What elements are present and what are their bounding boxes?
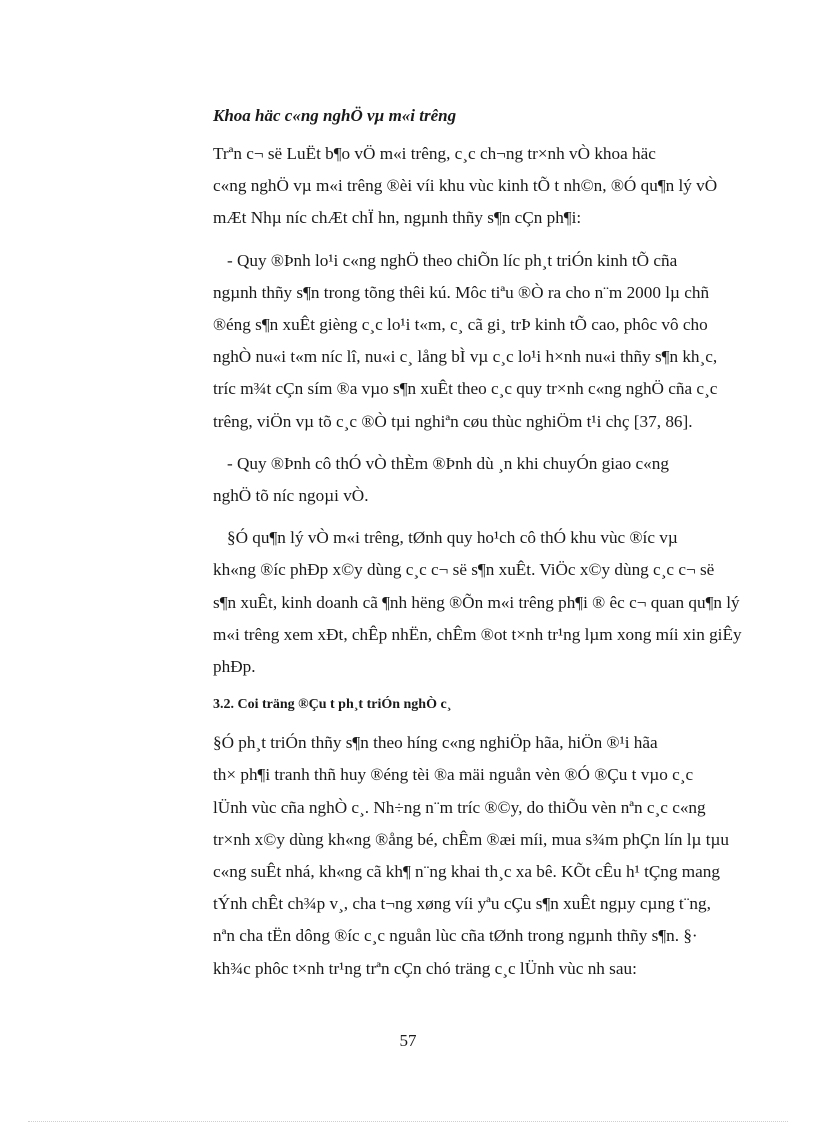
text-line: kh¾c phôc t×nh tr¹ng trªn cÇn chó träng c¸c lÜnh vùc nh sau: bbox=[213, 958, 637, 978]
text-line: kh«ng ®íc phÐp x©y dùng c¸c c¬ së s¶n xuÊt. ViÖc x©y dùng c¸c c¬ së bbox=[213, 560, 715, 580]
page-bottom-rule bbox=[28, 1121, 788, 1122]
text-line: ngµnh thñy s¶n trong tõng thêi kú. Môc tiªu ®Ò ra cho n¨m 2000 lµ chñ bbox=[213, 282, 710, 302]
text-line: §Ó ph¸t triÓn thñy s¶n theo híng c«ng nghiÖp hãa, hiÖn ®¹i hãa bbox=[213, 733, 658, 753]
paragraph-3 bbox=[213, 448, 740, 512]
text-line: phÐp. bbox=[213, 657, 256, 677]
paragraph-1 bbox=[213, 138, 740, 235]
text-line: mÆt Nhµ níc chÆt chÏ hn, ngµnh thñy s¶n cÇn ph¶i: bbox=[213, 208, 582, 228]
paragraph-5 bbox=[213, 727, 740, 985]
text-line: - Quy ®Þnh lo¹i c«ng nghÖ theo chiÕn líc ph¸t triÓn kinh tÕ cña bbox=[227, 250, 678, 270]
text-line: Trªn c¬ së LuËt b¶o vÖ m«i trêng, c¸c ch¬ng tr×nh vÒ khoa häc bbox=[213, 144, 656, 163]
text-line: nghÖ tõ níc ngoµi vÒ. bbox=[213, 486, 369, 506]
text-line: lÜnh vùc cña nghÒ c¸. Nh÷ng n¨m tríc ®©y, do thiÕu vèn nªn c¸c c«ng bbox=[213, 797, 706, 817]
text-line: c«ng suÊt nhá, kh«ng cã kh¶ n¨ng khai th¸c xa bê. KÕt cÊu h¹ tÇng mang bbox=[213, 862, 720, 882]
section-heading: 3.2. Coi träng ®Çu t ph¸t triÓn nghÒ c¸ bbox=[213, 697, 452, 713]
text-line: tr×nh x©y dùng kh«ng ®ång bé, chÊm ®æi míi, mua s¾m phÇn lín lµ tµu bbox=[213, 829, 730, 849]
page-number: 57 bbox=[399, 1031, 417, 1050]
text-line: m«i trêng xem xÐt, chÊp nhËn, chÊm ®ot t×nh tr¹ng lµm xong míi xin giÊy bbox=[213, 624, 742, 644]
text-line: c«ng nghÖ vµ m«i trêng ®èi víi khu vùc kinh tÕ t nh©n, ®Ó qu¶n lý vÒ bbox=[213, 176, 718, 196]
text-line: nghÒ nu«i t«m níc lî, nu«i c¸ lång bÌ vµ c¸c lo¹i h×nh nu«i thñy s¶n kh¸c, bbox=[213, 347, 718, 367]
text-line: th× ph¶i tranh thñ huy ®éng tèi ®a mäi nguån vèn ®Ó ®Çu t vµo c¸c bbox=[213, 765, 694, 785]
paragraph-4 bbox=[213, 522, 740, 683]
text-line: nªn cha tËn dông ®íc c¸c nguån lùc cña tØnh trong ngµnh thñy s¶n. §· bbox=[213, 926, 698, 946]
text-line: - Quy ®Þnh cô thÓ vÒ thÈm ®Þnh dù ¸n khi chuyÓn giao c«ng bbox=[227, 453, 669, 473]
document-body bbox=[213, 104, 740, 985]
subsection-heading: Khoa häc c«ng nghÖ vµ m«i trêng bbox=[213, 106, 457, 125]
text-line: s¶n xuÊt, kinh doanh cã ¶nh hëng ®Õn m«i trêng ph¶i ® êc c¬ quan qu¶n lý bbox=[213, 592, 740, 612]
paragraph-2 bbox=[213, 245, 740, 438]
text-line: trêng, viÖn vµ tõ c¸c ®Ò tµi nghiªn cøu thùc nghiÖm t¹i chç [37, 86]. bbox=[213, 411, 693, 431]
text-line: tÝnh chÊt ch¾p v¸, cha t¬ng xøng víi yªu cÇu s¶n xuÊt ngµy cµng t¨ng, bbox=[213, 894, 711, 914]
text-line: ®éng s¶n xuÊt gièng c¸c lo¹i t«m, c¸ cã gi¸ trÞ kinh tÕ cao, phôc vô cho bbox=[213, 315, 708, 335]
text-line: tríc m¾t cÇn sím ®a vµo s¶n xuÊt theo c¸c quy tr×nh c«ng nghÖ cña c¸c bbox=[213, 379, 718, 399]
text-line: §Ó qu¶n lý vÒ m«i trêng, tØnh quy ho¹ch cô thÓ khu vùc ®íc vµ bbox=[227, 528, 678, 548]
